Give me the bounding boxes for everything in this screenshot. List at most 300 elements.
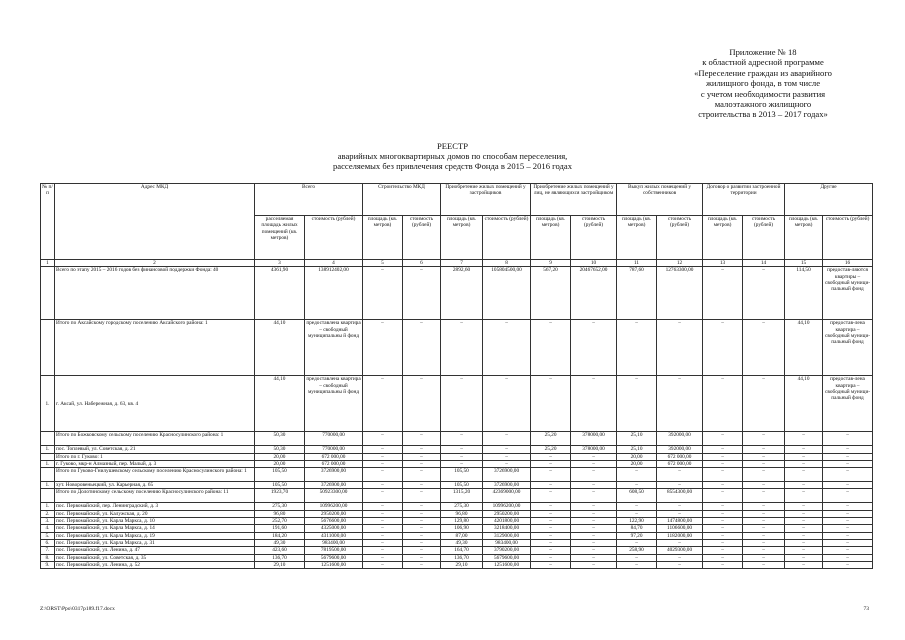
row-value: –	[703, 460, 743, 467]
row-value: 29,10	[255, 561, 305, 568]
row-value: –	[403, 532, 441, 539]
row-number: 1.	[41, 376, 55, 432]
table-row	[41, 554, 873, 561]
row-value: –	[363, 561, 403, 568]
row-value: 5679600,00	[483, 554, 531, 561]
row-value: –	[617, 320, 657, 376]
page-number: 73	[863, 606, 869, 612]
row-value: 3129000,00	[483, 532, 531, 539]
row-value: –	[703, 267, 743, 320]
row-value: 5679600,00	[305, 554, 363, 561]
row-value: –	[363, 267, 403, 320]
row-value: 12763300,00	[657, 267, 703, 320]
row-value: 983400,00	[483, 539, 531, 546]
column-number: 10	[571, 260, 617, 267]
row-address: Всего по этапу 2015 – 2016 годов без финансовой поддержки Фонда: 40	[55, 267, 255, 320]
row-address: пос. Первомайский, ул. Ленина, д. 47	[55, 547, 255, 554]
row-value: –	[531, 532, 571, 539]
row-number: 9.	[41, 561, 55, 568]
column-number: 14	[743, 260, 785, 267]
row-value: –	[363, 525, 403, 532]
table-row	[41, 547, 873, 554]
row-value: –	[743, 539, 785, 546]
column-number-row	[41, 260, 873, 267]
column-number: 11	[617, 260, 657, 267]
row-value: –	[785, 503, 823, 510]
row-value: –	[743, 432, 785, 446]
row-address: Итого по Гуково-Гнилушевскому сельскому поселению Красносулинского района: 1	[55, 468, 255, 482]
row-value: –	[531, 468, 571, 482]
row-value: –	[531, 561, 571, 568]
row-number	[41, 453, 55, 460]
row-value: –	[363, 518, 403, 525]
row-value: 25,20	[531, 446, 571, 453]
row-value: 258,90	[617, 547, 657, 554]
row-address: г. Аксай, ул. Набережная, д. 63, кв. 4	[55, 376, 255, 432]
row-value: –	[571, 468, 617, 482]
row-value: 2950200,00	[305, 510, 363, 517]
row-value: 20,00	[255, 460, 305, 467]
row-value: –	[441, 453, 483, 460]
row-value: –	[403, 561, 441, 568]
row-number: 1.	[41, 446, 55, 453]
row-value: 275,30	[441, 503, 483, 510]
row-address: пос. Первомайский, пер. Ленинградский, д. 3	[55, 503, 255, 510]
header-no: № п/п	[41, 184, 55, 260]
row-value: –	[363, 532, 403, 539]
row-address: пос. Первомайский, ул. Калужская, д. 20	[55, 510, 255, 517]
title-line-1: аварийных многоквартирных домов по способам переселения,	[337, 151, 568, 162]
row-value: 4201800,00	[483, 518, 531, 525]
row-value: 164,70	[441, 547, 483, 554]
row-value: 3726900,00	[305, 482, 363, 489]
row-value: –	[363, 453, 403, 460]
row-value: –	[703, 554, 743, 561]
row-value: 770000,00	[305, 432, 363, 446]
row-value: 49,30	[255, 539, 305, 546]
row-value: –	[531, 320, 571, 376]
row-value: –	[483, 432, 531, 446]
subheader-cost: стоимость (рублей)	[483, 216, 531, 260]
row-value: –	[617, 376, 657, 432]
column-number: 2	[55, 260, 255, 267]
row-value: –	[403, 267, 441, 320]
row-value: –	[743, 525, 785, 532]
row-value: –	[703, 518, 743, 525]
row-value: –	[785, 432, 823, 446]
subheader-cost: стоимость (рублей)	[743, 216, 785, 260]
row-value: –	[403, 525, 441, 532]
row-value: –	[571, 376, 617, 432]
row-value: 770000,00	[305, 446, 363, 453]
subheader-area-resettled: расселяемая площадь жилых помещений (кв. метров)	[255, 216, 305, 260]
row-value: 25,10	[617, 432, 657, 446]
row-value: 672 000,00	[657, 453, 703, 460]
row-address: хут. Новоровеньецкий, ул. Карьерная, д. 65	[55, 482, 255, 489]
row-value: 983400,00	[305, 539, 363, 546]
column-number: 4	[305, 260, 363, 267]
row-value: –	[571, 532, 617, 539]
row-value: –	[743, 554, 785, 561]
table-row	[41, 503, 873, 510]
row-value: –	[743, 489, 785, 503]
row-value: 1923,70	[255, 489, 305, 503]
row-value: 105804500,00	[483, 267, 531, 320]
row-value: 1106600,00	[657, 525, 703, 532]
row-address: Итого по Божковскому сельскому поселению Красносулинского района: 1	[55, 432, 255, 446]
title-line-2: расселяемых без привлечения средств Фонда в 2015 – 2016 годах	[332, 161, 572, 172]
column-number: 13	[703, 260, 743, 267]
row-value: –	[571, 561, 617, 568]
row-value: 3726900,00	[483, 468, 531, 482]
row-value: 378000,00	[571, 432, 617, 446]
row-number	[41, 468, 55, 482]
row-value: 8554300,00	[657, 489, 703, 503]
row-value: –	[363, 460, 403, 467]
row-value: –	[703, 503, 743, 510]
row-value: –	[571, 460, 617, 467]
row-value: 114,50	[785, 267, 823, 320]
row-value: –	[785, 510, 823, 517]
row-number	[41, 267, 55, 320]
row-value: 97,20	[617, 532, 657, 539]
column-number: 6	[403, 260, 441, 267]
row-value: –	[823, 554, 873, 561]
row-value: 122,90	[617, 518, 657, 525]
row-value: –	[823, 453, 873, 460]
row-value: –	[617, 561, 657, 568]
appendix-block	[663, 47, 863, 120]
row-value: –	[403, 547, 441, 554]
header-other: Другие	[785, 184, 873, 216]
row-value: –	[363, 468, 403, 482]
row-value: –	[531, 510, 571, 517]
row-address: г. Гуково, мкр-н Алмазный, пер. Малый, д. 3	[55, 460, 255, 467]
row-value: 3790200,00	[483, 547, 531, 554]
row-value: 25,20	[531, 432, 571, 446]
row-value: –	[363, 376, 403, 432]
row-value: 105,50	[441, 468, 483, 482]
table-row	[41, 468, 873, 482]
row-value: 20,00	[617, 460, 657, 467]
row-value: 392000,00	[657, 446, 703, 453]
row-value: –	[617, 482, 657, 489]
row-value: предостав-лена квартира – свободный муници-пальный фонд	[823, 320, 873, 376]
row-value: –	[403, 453, 441, 460]
row-value: –	[531, 525, 571, 532]
header-buyout: Выкуп жилых помещений у собственников	[617, 184, 703, 216]
row-value: –	[531, 460, 571, 467]
row-value: –	[531, 453, 571, 460]
row-value: –	[703, 320, 743, 376]
row-value: –	[743, 503, 785, 510]
row-value: 672 000,00	[657, 460, 703, 467]
subheader-area: площадь (кв. метров)	[617, 216, 657, 260]
row-value: –	[743, 376, 785, 432]
row-address: пос. Первомайский, ул. Карла Маркса, д. 31	[55, 539, 255, 546]
row-value: –	[785, 539, 823, 546]
table-row	[41, 489, 873, 503]
row-value: 50,30	[255, 446, 305, 453]
header-address: Адрес МКД	[55, 184, 255, 260]
row-value: 84,70	[617, 525, 657, 532]
row-value: –	[403, 460, 441, 467]
row-value: 1315,20	[441, 489, 483, 503]
row-value: 672 000,00	[305, 460, 363, 467]
table-row	[41, 561, 873, 568]
row-value: –	[531, 489, 571, 503]
row-value: –	[441, 432, 483, 446]
row-value: –	[531, 554, 571, 561]
row-value: 423,60	[255, 547, 305, 554]
row-value: –	[571, 320, 617, 376]
row-value: 2950200,00	[483, 510, 531, 517]
row-value: –	[823, 561, 873, 568]
row-value: –	[743, 446, 785, 453]
subheader-cost: стоимость (рублей)	[657, 216, 703, 260]
row-value: 191,60	[255, 525, 305, 532]
row-value: –	[483, 376, 531, 432]
row-number: 1.	[41, 460, 55, 467]
row-value: 20467652,00	[571, 267, 617, 320]
row-value: 105,50	[255, 468, 305, 482]
row-address: пос. Топлевый, ул. Советская, д. 21	[55, 446, 255, 453]
appendix-line: с учетом необходимости развития	[700, 88, 826, 99]
row-value: 96,80	[255, 510, 305, 517]
row-value: –	[531, 539, 571, 546]
table-row	[41, 518, 873, 525]
row-value: –	[403, 510, 441, 517]
row-value: –	[363, 547, 403, 554]
row-value: –	[363, 446, 403, 453]
row-number	[41, 432, 55, 446]
row-number: 4.	[41, 525, 55, 532]
row-value: –	[743, 510, 785, 517]
file-path: Z:\ORST\Ppo\0317p189.f17.docx	[40, 606, 115, 612]
row-address: пос. Первомайский, ул. Карла Маркса, д. 14	[55, 525, 255, 532]
row-value: –	[571, 518, 617, 525]
row-value: –	[823, 503, 873, 510]
table-row	[41, 525, 873, 532]
column-number: 5	[363, 260, 403, 267]
row-value: –	[531, 518, 571, 525]
row-value: –	[403, 489, 441, 503]
row-value: 4029300,00	[657, 547, 703, 554]
row-value: 136,70	[441, 554, 483, 561]
row-value: 106,90	[441, 525, 483, 532]
row-value: –	[363, 432, 403, 446]
row-value: –	[657, 376, 703, 432]
row-value: –	[785, 554, 823, 561]
row-value: 50923300,00	[305, 489, 363, 503]
row-number: 7.	[41, 547, 55, 554]
row-value: –	[571, 525, 617, 532]
row-value: –	[703, 561, 743, 568]
row-value: –	[403, 446, 441, 453]
row-value: –	[657, 561, 703, 568]
row-value: –	[703, 432, 743, 446]
appendix-line: «Переселение граждан из аварийного	[694, 67, 832, 78]
row-value: –	[823, 432, 873, 446]
row-value: 392000,00	[657, 432, 703, 446]
row-value: –	[363, 482, 403, 489]
row-value: 787,60	[617, 267, 657, 320]
header-dev-agreement: Договор о развитии застроенной территории	[703, 184, 785, 216]
row-address: Итого по г. Гуково: 1	[55, 453, 255, 460]
table-row	[41, 432, 873, 446]
row-value: –	[531, 547, 571, 554]
row-value: –	[785, 482, 823, 489]
row-value: –	[743, 547, 785, 554]
row-address: пос. Первомайский, ул. Карла Маркса, д. 10	[55, 518, 255, 525]
row-value: –	[403, 468, 441, 482]
row-value: –	[785, 446, 823, 453]
column-number: 9	[531, 260, 571, 267]
row-value: –	[823, 446, 873, 453]
row-value: 105,50	[441, 482, 483, 489]
row-value: предоставлена квартира – свободный муниципальны й фонд	[305, 376, 363, 432]
row-value: –	[483, 446, 531, 453]
row-value: 1251600,00	[483, 561, 531, 568]
row-value: –	[703, 482, 743, 489]
row-number: 1.	[41, 482, 55, 489]
row-address: пос. Первомайский, ул. Карла Маркса, д. 19	[55, 532, 255, 539]
subheader-area: площадь (кв. метров)	[703, 216, 743, 260]
row-value: –	[823, 510, 873, 517]
row-value: –	[363, 554, 403, 561]
table-row	[41, 267, 873, 320]
row-value: 10996200,00	[305, 503, 363, 510]
row-value: –	[363, 539, 403, 546]
row-value: –	[703, 489, 743, 503]
row-value: –	[617, 554, 657, 561]
row-value: –	[703, 539, 743, 546]
row-value: –	[823, 468, 873, 482]
table-row	[41, 460, 873, 467]
row-value: 20,00	[255, 453, 305, 460]
row-value: –	[743, 532, 785, 539]
row-value: 29,10	[441, 561, 483, 568]
row-number: 6.	[41, 539, 55, 546]
row-value: 10996200,00	[483, 503, 531, 510]
document-title	[0, 141, 905, 172]
row-value: предоставлена квартира – свободный муниципальны й фонд	[305, 320, 363, 376]
row-value: –	[571, 482, 617, 489]
row-value: 2892,60	[441, 267, 483, 320]
row-value: –	[703, 446, 743, 453]
row-value: –	[743, 561, 785, 568]
row-value: 44,10	[785, 320, 823, 376]
row-value: 105,50	[255, 482, 305, 489]
row-value: –	[743, 460, 785, 467]
row-value: 96,80	[441, 510, 483, 517]
row-value: –	[617, 539, 657, 546]
row-value: –	[571, 547, 617, 554]
header-total: Всего	[255, 184, 363, 216]
row-number: 3.	[41, 518, 55, 525]
row-number: 1.	[41, 503, 55, 510]
row-value: –	[571, 554, 617, 561]
table-row	[41, 453, 873, 460]
row-value: –	[363, 510, 403, 517]
row-number	[41, 489, 55, 503]
row-value: –	[785, 489, 823, 503]
row-value: –	[571, 453, 617, 460]
row-address: Итого по Долотинскому сельскому поселению Красносулинского района: 11	[55, 489, 255, 503]
row-value: –	[657, 539, 703, 546]
row-value: –	[823, 539, 873, 546]
row-value: –	[657, 510, 703, 517]
row-value: –	[657, 503, 703, 510]
title-heading: РЕЕСТР	[436, 141, 469, 151]
row-value: –	[403, 320, 441, 376]
row-value: 7819500,00	[305, 547, 363, 554]
row-value: 5676600,00	[305, 518, 363, 525]
row-value: –	[441, 320, 483, 376]
row-value: –	[785, 532, 823, 539]
column-number: 12	[657, 260, 703, 267]
row-value: 25,10	[617, 446, 657, 453]
row-value: –	[483, 320, 531, 376]
row-value: –	[785, 453, 823, 460]
row-value: 567,20	[531, 267, 571, 320]
table-row	[41, 510, 873, 517]
row-value: –	[823, 525, 873, 532]
appendix-line: малоэтажного жилищного	[714, 99, 812, 110]
row-value: –	[823, 547, 873, 554]
row-value: 44,10	[785, 376, 823, 432]
row-value: –	[743, 468, 785, 482]
row-value: –	[743, 518, 785, 525]
row-value: –	[785, 525, 823, 532]
row-value: –	[441, 460, 483, 467]
row-address: Итого по Аксайскому городскому поселению Аксайского района: 1	[55, 320, 255, 376]
row-value: –	[703, 547, 743, 554]
row-value: 1182000,00	[657, 532, 703, 539]
row-value: 4311000,00	[305, 532, 363, 539]
row-value: –	[571, 539, 617, 546]
row-value: 44,10	[255, 320, 305, 376]
appendix-line: Приложение № 18	[729, 47, 797, 57]
row-value: –	[531, 376, 571, 432]
row-value: 3726900,00	[483, 482, 531, 489]
row-value: 378000,00	[571, 446, 617, 453]
subheader-cost: стоимость (рублей)	[305, 216, 363, 260]
row-value: 129,80	[441, 518, 483, 525]
row-value: –	[403, 432, 441, 446]
subheader-area: площадь (кв. метров)	[363, 216, 403, 260]
appendix-line: жилищного фонда, в том числе	[705, 78, 821, 89]
row-value: –	[531, 482, 571, 489]
row-value: 1251600,00	[305, 561, 363, 568]
row-value: –	[403, 518, 441, 525]
row-value: предостав-ляются квартиры – свободный муници-пальный фонд	[823, 267, 873, 320]
table-body	[41, 267, 873, 569]
row-value: 20,00	[617, 453, 657, 460]
row-value: предостав-лена квартира – свободный муници-пальный фонд	[823, 376, 873, 432]
subheader-cost: стоимость (рублей)	[403, 216, 441, 260]
row-value: –	[617, 468, 657, 482]
row-value: –	[441, 446, 483, 453]
row-value: 87,00	[441, 532, 483, 539]
row-value: –	[571, 489, 617, 503]
row-value: –	[657, 468, 703, 482]
row-value: –	[743, 482, 785, 489]
row-value: 136,70	[255, 554, 305, 561]
row-value: –	[823, 532, 873, 539]
row-value: 138912402,00	[305, 267, 363, 320]
table-row	[41, 482, 873, 489]
